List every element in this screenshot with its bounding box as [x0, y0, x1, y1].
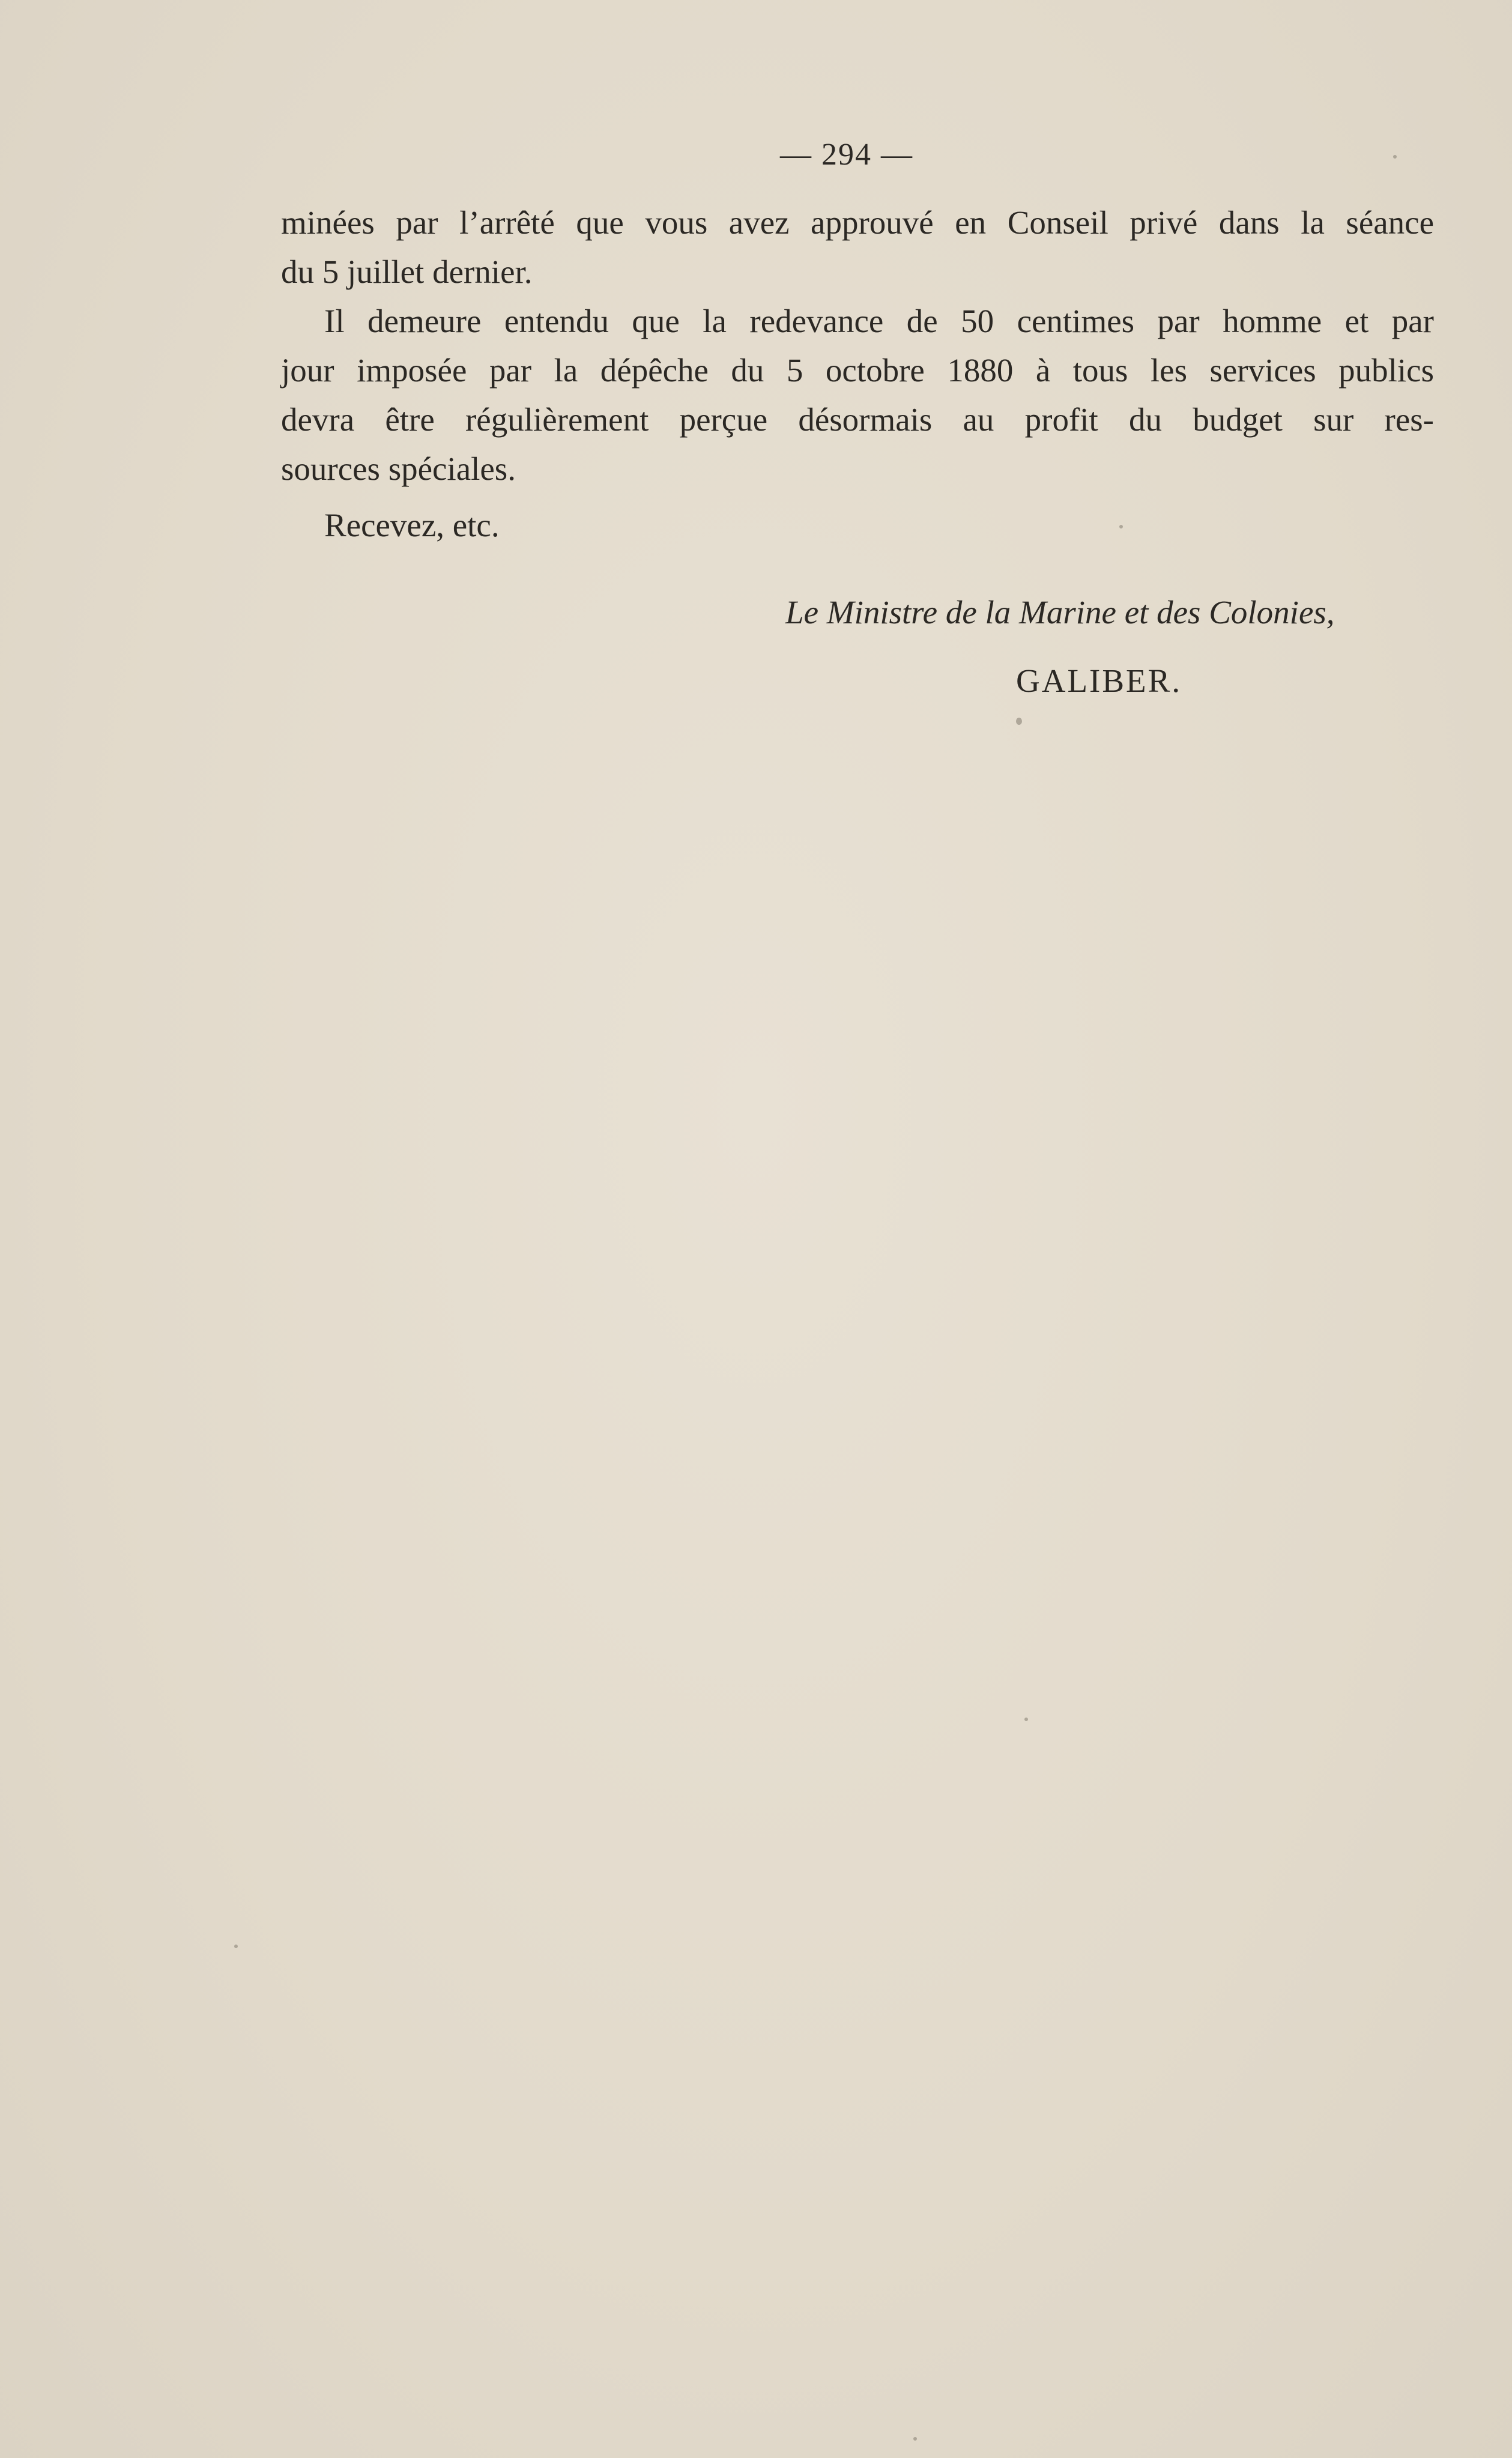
text-line: jour imposée par la dépêche du 5 octobre 1880 à tous les services publics — [281, 352, 1434, 389]
paper-speck — [1119, 525, 1123, 528]
paper-speck — [1016, 718, 1022, 725]
text-line: minées par l’arrêté que vous avez approuvé en Conseil privé dans la séance — [281, 204, 1434, 241]
signature-name: GALIBER. — [1016, 662, 1182, 699]
text-line: du 5 juillet dernier. — [281, 253, 533, 290]
paper-speck — [913, 2437, 917, 2441]
text-line: devra être régulièrement perçue désormais au profit du budget sur res- — [281, 401, 1434, 438]
paper-speck — [1024, 1718, 1028, 1721]
paper-speck — [234, 1945, 238, 1948]
signature-title: Le Ministre de la Marine et des Colonies, — [785, 594, 1335, 631]
closing-formula: Recevez, etc. — [324, 507, 500, 543]
body-text — [281, 198, 1434, 494]
text-line: Il demeure entendu que la redevance de 50 centimes par homme et par — [324, 303, 1434, 339]
text-line: sources spéciales. — [281, 450, 516, 487]
paper-speck — [1393, 155, 1397, 159]
page-number: — 294 — — [780, 138, 913, 172]
